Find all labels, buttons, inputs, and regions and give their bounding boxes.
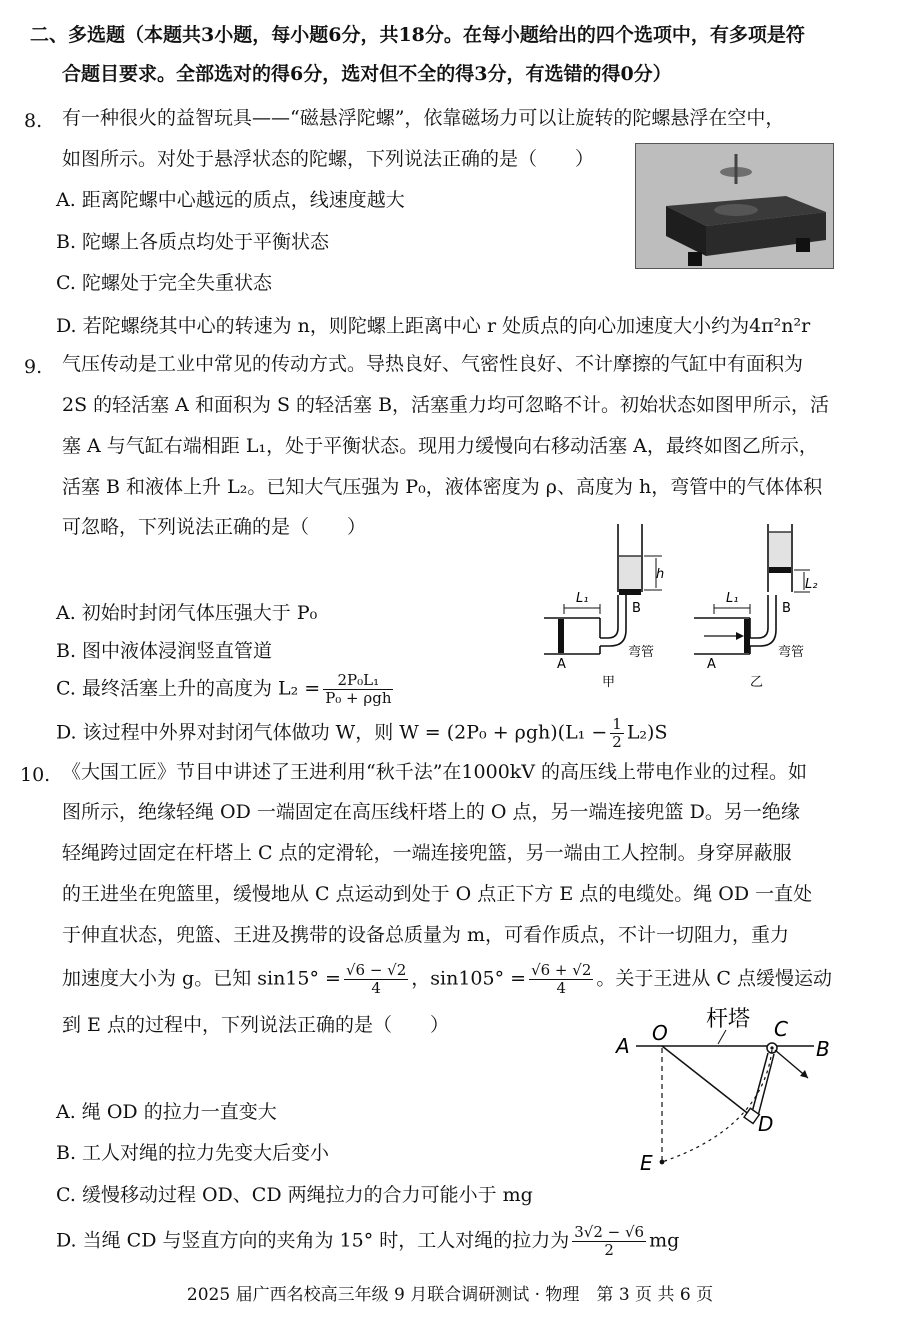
- q10-line6-prefix: 加速度大小为 g。已知 sin15° =: [62, 967, 341, 990]
- label-a-yi: A: [707, 657, 716, 672]
- sin105-numerator: √6 + √2: [531, 961, 592, 979]
- cylinder-figures: [540, 520, 850, 695]
- section-header-line2: 合题目要求。全部选对的得6分，选对但不全的得3分，有选错的得0分）: [62, 63, 672, 85]
- label-o: O: [652, 1021, 668, 1045]
- q9-option-c: [56, 672, 396, 707]
- question-9-stem-line2: 2S 的轻活塞 A 和面积为 S 的轻活塞 B，活塞重力均可忽略不计。初始状态如图甲所示，活: [62, 394, 830, 416]
- q9-option-d: [56, 716, 667, 751]
- page-footer: 2025 届广西名校高三年级 9 月联合调研测试 · 物理 第 3 页 共 6 页: [186, 1285, 714, 1305]
- q9-d-denominator: 2: [612, 733, 622, 751]
- question-9-number: 9.: [24, 356, 43, 378]
- q9-option-a: A. 初始时封闭气体压强大于 P₀: [56, 602, 318, 624]
- q10-option-b: B. 工人对绳的拉力先变大后变小: [56, 1142, 330, 1164]
- label-h: h: [656, 567, 665, 582]
- question-9-stem-line4: 活塞 B 和液体上升 L₂。已知大气压强为 P₀，液体密度为 ρ、高度为 h，弯管中的气体体积: [62, 476, 823, 498]
- q8-option-d: D. 若陀螺绕其中心的转速为 n，则陀螺上距离中心 r 处质点的向心加速度大小约为4π²n²r: [56, 315, 811, 337]
- maglev-top-illustration: [636, 144, 833, 268]
- caption-yi: 乙: [750, 675, 764, 690]
- question-8-number: 8.: [24, 110, 43, 132]
- q9-option-d-fraction: [610, 716, 624, 751]
- label-e: E: [640, 1151, 653, 1175]
- q9-option-c-fraction: [323, 672, 393, 707]
- q9-option-c-prefix: C. 最终活塞上升的高度为 L₂ =: [56, 677, 321, 700]
- q10-line6-mid: ，sin105° =: [411, 967, 527, 990]
- question-8-stem-line1: 有一种很火的益智玩具——“磁悬浮陀螺”，依靠磁场力可以让旋转的陀螺悬浮在空中，: [62, 107, 785, 129]
- label-l1-yi: L₁: [726, 591, 739, 606]
- sin105-denominator: 4: [556, 979, 566, 997]
- section-header-line1: 二、多选题（本题共3小题，每小题6分，共18分。在每小题给出的四个选项中，有多项是符: [30, 24, 805, 46]
- q9-d-numerator: 1: [612, 715, 622, 733]
- question-10-number: 10.: [20, 764, 51, 786]
- label-b-yi: B: [782, 601, 791, 616]
- label-bend-yi: 弯管: [778, 645, 805, 660]
- q10-d-numerator: 3√2 − √6: [574, 1223, 645, 1241]
- question-10-stem-line5: 于伸直状态，兜篮、王进及携带的设备总质量为 m，可看作质点，不计一切阻力，重力: [62, 924, 790, 946]
- label-bend-jia: 弯管: [628, 645, 655, 660]
- q10-option-d-fraction: [572, 1224, 646, 1259]
- label-a-jia: A: [557, 657, 566, 672]
- sin15-numerator: √6 − √2: [345, 961, 407, 979]
- figure-yi: [694, 524, 817, 690]
- q10-line6-suffix: 。关于王进从 C 点缓慢运动: [596, 967, 832, 990]
- q8-option-c: C. 陀螺处于完全失重状态: [56, 272, 272, 294]
- label-l2: L₂: [805, 577, 818, 592]
- q10-option-a: A. 绳 OD 的拉力一直变大: [56, 1101, 277, 1123]
- maglev-top-photo: [635, 143, 834, 269]
- q9-option-d-prefix: D. 该过程中外界对封闭气体做功 W，则 W = (2P₀ + ρgh)(L₁ −: [56, 721, 608, 744]
- question-9-stem-line5: 可忽略，下列说法正确的是（ ）: [62, 516, 367, 538]
- sin15-fraction: [344, 962, 408, 997]
- q10-option-d-prefix: D. 当绳 CD 与竖直方向的夹角为 15° 时，工人对绳的拉力为: [56, 1229, 570, 1252]
- question-9-stem-line3: 塞 A 与气缸右端相距 L₁，处于平衡状态。现用力缓慢向右移动活塞 A，最终如图乙所示，: [62, 435, 818, 457]
- question-10-stem-line4: 的王进坐在兜篮里，缓慢地从 C 点运动到处于 O 点正下方 E 点的电缆处。绳 OD 一直处: [62, 883, 813, 905]
- label-b-jia: B: [632, 601, 641, 616]
- q10-option-d: [56, 1224, 679, 1259]
- question-8-stem-line2: 如图所示。对处于悬浮状态的陀螺，下列说法正确的是（ ）: [62, 148, 595, 170]
- label-d: D: [758, 1112, 774, 1136]
- question-9-stem-line1: 气压传动是工业中常见的传动方式。导热良好、气密性良好、不计摩擦的气缸中有面积为: [62, 353, 804, 375]
- sin15-denominator: 4: [371, 979, 381, 997]
- q8-option-a: A. 距离陀螺中心越远的质点，线速度越大: [56, 189, 405, 211]
- question-10-stem-line6: [62, 962, 832, 997]
- question-10-stem-line7: 到 E 点的过程中，下列说法正确的是（ ）: [62, 1014, 449, 1036]
- label-tower: 杆塔: [706, 1007, 751, 1032]
- question-10-stem-line1: 《大国工匠》节目中讲述了王进利用“秋千法”在1000kV 的高压线上带电作业的过程。如: [62, 761, 808, 783]
- label-l1-jia: L₁: [576, 591, 589, 606]
- figure-jia: [544, 524, 664, 690]
- q10-option-d-suffix: mg: [649, 1229, 680, 1252]
- caption-jia: 甲: [602, 675, 616, 690]
- q10-option-c: C. 缓慢移动过程 OD、CD 两绳拉力的合力可能小于 mg: [56, 1184, 533, 1206]
- label-a: A: [616, 1034, 630, 1058]
- q8-option-b: B. 陀螺上各质点均处于平衡状态: [56, 231, 330, 253]
- sin105-fraction: [529, 962, 593, 997]
- q9-c-denominator: P₀ + ρgh: [325, 689, 392, 707]
- label-c: C: [774, 1017, 788, 1041]
- label-b: B: [816, 1037, 830, 1061]
- q10-d-denominator: 2: [604, 1241, 614, 1259]
- question-10-stem-line2: 图所示，绝缘轻绳 OD 一端固定在高压线杆塔上的 O 点，另一端连接兜篮 D。另一绝缘: [62, 801, 800, 823]
- q9-option-d-suffix: L₂)S: [626, 721, 668, 744]
- tower-figure: [608, 1000, 848, 1180]
- question-10-stem-line3: 轻绳跨过固定在杆塔上 C 点的定滑轮，一端连接兜篮，另一端由工人控制。身穿屏蔽服: [62, 842, 792, 864]
- q9-option-b: B. 图中液体浸润竖直管道: [56, 640, 273, 662]
- q9-c-numerator: 2P₀L₁: [323, 672, 393, 690]
